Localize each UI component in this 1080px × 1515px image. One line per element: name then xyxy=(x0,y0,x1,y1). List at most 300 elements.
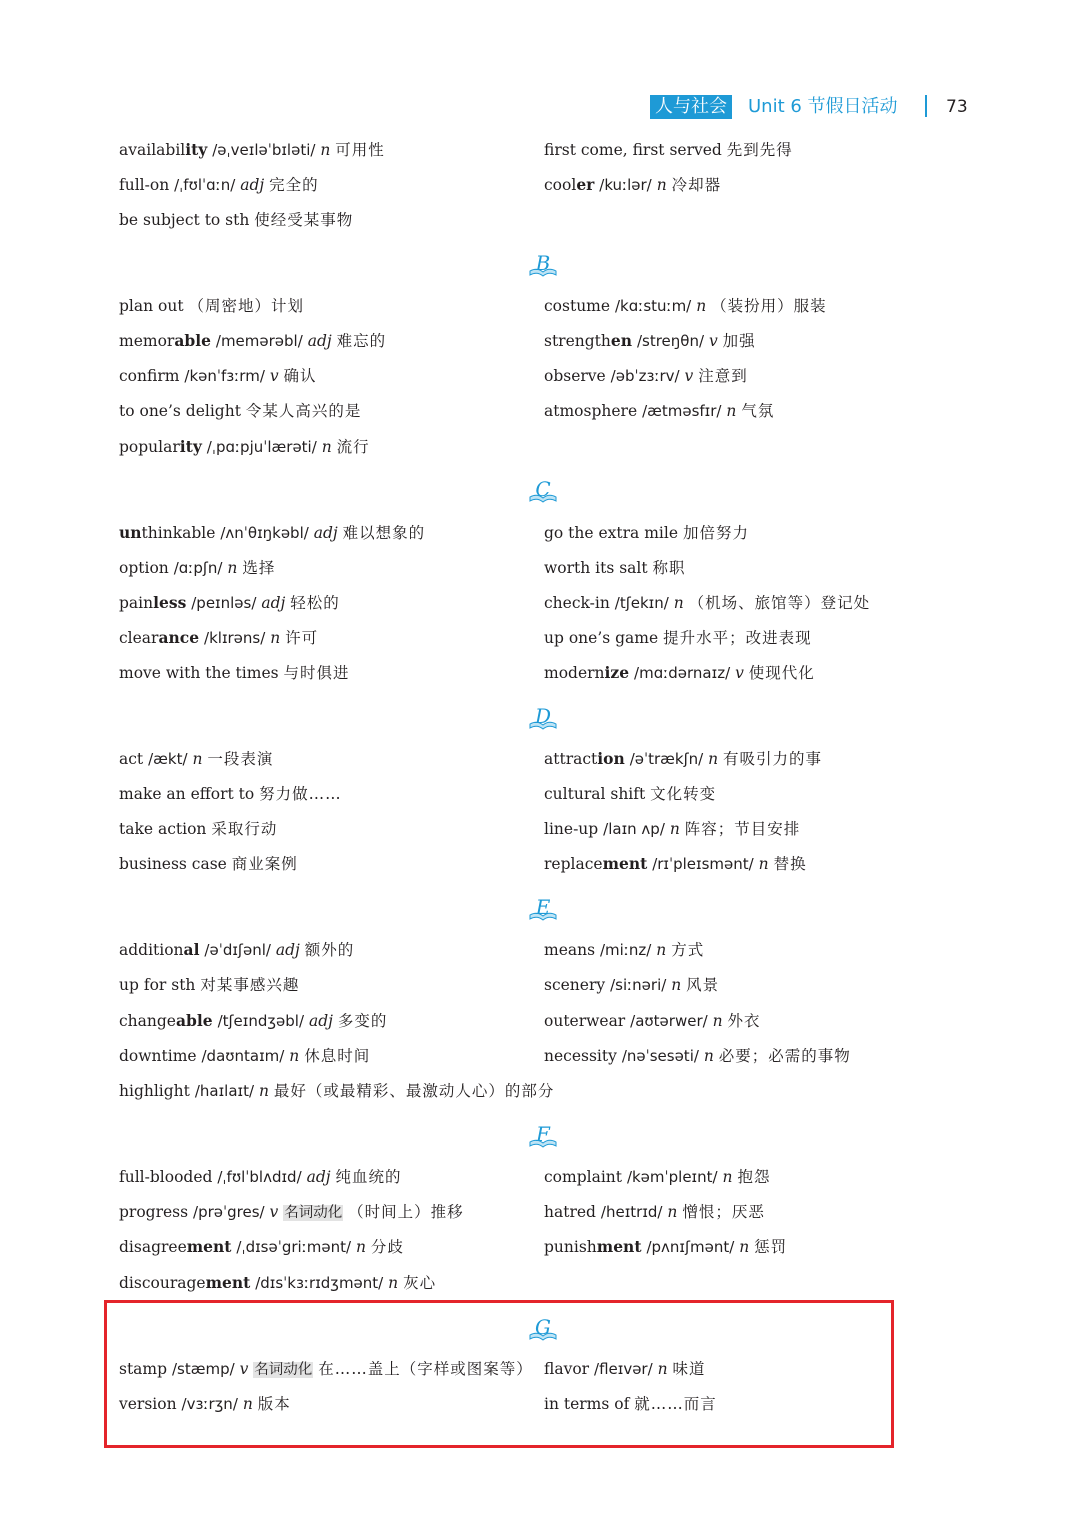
part-of-speech: adj xyxy=(307,332,332,350)
gloss: （时间上）推移 xyxy=(348,1203,464,1221)
gloss: 商业案例 xyxy=(231,855,298,873)
gloss: 方式 xyxy=(671,941,705,959)
phonetic: /kəmˈpleɪnt/ xyxy=(626,1168,718,1186)
entry-word xyxy=(119,1168,212,1186)
gloss: 努力做…… xyxy=(259,785,342,803)
entry-word xyxy=(119,141,207,159)
word-stem: full-on xyxy=(119,176,170,194)
phonetic: /rɪˈpleɪsmənt/ xyxy=(652,855,754,873)
entry-word xyxy=(119,1203,188,1221)
word-stem: to one’s delight xyxy=(119,402,241,420)
phonetic: /memərəbl/ xyxy=(215,332,303,350)
word-suffix: ion xyxy=(597,749,625,768)
part-of-speech: n xyxy=(712,1012,723,1030)
vocab-entry xyxy=(119,398,361,424)
highlight-box xyxy=(104,1300,894,1448)
vocab-entry xyxy=(119,137,385,163)
vocab-entry xyxy=(544,172,721,198)
word-stem: cool xyxy=(544,176,577,194)
entry-word xyxy=(119,941,199,959)
vocab-entry xyxy=(119,972,299,998)
section-badge-e xyxy=(528,895,558,923)
section-letter: B xyxy=(535,251,551,275)
gloss: 多变的 xyxy=(337,1012,388,1030)
word-stem: first come, first served xyxy=(544,141,722,159)
vocab-entry xyxy=(119,1234,404,1260)
vocab-entry xyxy=(544,1043,851,1069)
word-stem: availabil xyxy=(119,141,186,159)
gloss: 阵容；节目安排 xyxy=(684,820,801,838)
entry-word xyxy=(119,629,199,647)
gloss: 冷却器 xyxy=(671,176,722,194)
word-stem: highlight xyxy=(119,1082,190,1100)
word-stem: in terms of xyxy=(544,1395,630,1413)
vocab-entry xyxy=(544,1199,765,1225)
gloss: 气氛 xyxy=(741,402,775,420)
entry-word xyxy=(544,332,632,350)
entry-word xyxy=(544,1012,625,1030)
entry-word xyxy=(544,297,610,315)
word-stem: pain xyxy=(119,594,154,612)
gloss: 抱怨 xyxy=(737,1168,771,1186)
word-stem: popular xyxy=(119,438,180,456)
vocab-entry xyxy=(119,816,277,842)
part-of-speech: n xyxy=(739,1238,750,1256)
word-stem: up for sth xyxy=(119,976,196,994)
entry-word xyxy=(119,402,241,420)
entry-word xyxy=(119,211,249,229)
word-stem: addition xyxy=(119,941,184,959)
word-stem: make an effort to xyxy=(119,785,255,803)
page-header xyxy=(0,93,1080,123)
word-prefix: un xyxy=(119,523,142,542)
entry-word xyxy=(119,438,202,456)
vocab-entry xyxy=(544,328,756,354)
section-badge-b xyxy=(528,251,558,279)
word-stem: be subject to sth xyxy=(119,211,250,229)
part-of-speech: v xyxy=(684,367,694,385)
gloss: 灰心 xyxy=(403,1274,437,1292)
part-of-speech: n xyxy=(758,855,769,873)
phonetic: /streŋθn/ xyxy=(636,332,705,350)
part-of-speech: n xyxy=(270,629,281,647)
phonetic: /stæmp/ xyxy=(171,1360,235,1378)
part-of-speech: n xyxy=(708,750,719,768)
gloss: 先到先得 xyxy=(726,141,793,159)
word-suffix: ment xyxy=(205,1273,251,1292)
word-suffix: ment xyxy=(186,1237,232,1256)
phonetic: /pʌnɪʃmənt/ xyxy=(646,1238,735,1256)
word-suffix: ize xyxy=(604,663,630,682)
gloss: （装扮用）服装 xyxy=(711,297,827,315)
part-of-speech: n xyxy=(656,941,667,959)
word-stem: version xyxy=(119,1395,177,1413)
part-of-speech: n xyxy=(703,1047,714,1065)
phonetic: /əˌveɪləˈbɪləti/ xyxy=(212,141,316,159)
gloss: 休息时间 xyxy=(304,1047,371,1065)
vocab-entry xyxy=(119,1043,370,1069)
word-stem: modern xyxy=(544,664,605,682)
phonetic: /daʊntaɪm/ xyxy=(201,1047,285,1065)
section-letter: D xyxy=(534,704,552,728)
gloss: 纯血统的 xyxy=(335,1168,402,1186)
vocab-entry xyxy=(544,293,827,319)
entry-word xyxy=(544,820,598,838)
gloss: 与时俱进 xyxy=(283,664,350,682)
vocab-entry xyxy=(119,1199,464,1225)
word-stem: thinkable xyxy=(141,524,216,542)
vocab-entry xyxy=(544,937,704,963)
word-stem: replace xyxy=(544,855,603,873)
word-stem: punish xyxy=(544,1238,597,1256)
gloss: （机场、旅馆等）登记处 xyxy=(688,594,871,612)
entry-word xyxy=(119,1047,197,1065)
gloss: 许可 xyxy=(285,629,319,647)
gloss: 有吸引力的事 xyxy=(723,750,823,768)
gloss: （周密地）计划 xyxy=(188,297,305,315)
word-suffix: en xyxy=(610,331,633,350)
gloss: 替换 xyxy=(773,855,807,873)
entry-word xyxy=(119,1082,190,1100)
word-stem: act xyxy=(119,750,144,768)
gloss: 难忘的 xyxy=(336,332,387,350)
entry-word xyxy=(544,1203,596,1221)
part-of-speech: n xyxy=(320,141,331,159)
part-of-speech: n xyxy=(355,1238,366,1256)
part-of-speech: n xyxy=(321,438,332,456)
word-stem: full-blooded xyxy=(119,1168,213,1186)
entry-word xyxy=(119,976,195,994)
entry-word xyxy=(119,664,279,682)
word-stem: confirm xyxy=(119,367,180,385)
part-of-speech: n xyxy=(242,1395,253,1413)
gloss: 加倍努力 xyxy=(682,524,749,542)
vocab-entry xyxy=(119,1164,402,1190)
entry-word xyxy=(544,176,594,194)
word-stem: strength xyxy=(544,332,611,350)
gloss: 采取行动 xyxy=(211,820,278,838)
part-of-speech: n xyxy=(696,297,707,315)
part-of-speech: v xyxy=(708,332,718,350)
vocab-entry xyxy=(544,816,800,842)
vocab-entry xyxy=(119,520,425,546)
word-suffix: less xyxy=(153,593,187,612)
word-stem: worth its salt xyxy=(544,559,648,577)
entry-word xyxy=(119,559,169,577)
phonetic: /dɪsˈkɜːrɪdʒmənt/ xyxy=(255,1274,384,1292)
word-stem: discourage xyxy=(119,1274,206,1292)
gloss: 难以想象的 xyxy=(342,524,426,542)
part-of-speech: n xyxy=(667,1203,678,1221)
phonetic: /ætməsfɪr/ xyxy=(642,402,722,420)
header-divider xyxy=(925,95,927,117)
gloss: 流行 xyxy=(336,438,370,456)
gloss: 版本 xyxy=(257,1395,291,1413)
phonetic: /kɑːstuːm/ xyxy=(615,297,692,315)
gloss: 提升水平；改进表现 xyxy=(663,629,812,647)
word-suffix: ment xyxy=(596,1237,642,1256)
vocab-entry xyxy=(119,781,342,807)
entry-word xyxy=(119,524,215,542)
phonetic: /əbˈzɜːrv/ xyxy=(610,367,680,385)
part-of-speech: adj xyxy=(313,524,338,542)
part-of-speech: n xyxy=(671,976,682,994)
word-stem: scenery xyxy=(544,976,606,994)
phonetic: /kənˈfɜːrm/ xyxy=(184,367,265,385)
section-letter: E xyxy=(535,895,551,919)
word-stem: progress xyxy=(119,1203,189,1221)
gloss: 令某人高兴的是 xyxy=(245,402,362,420)
word-stem: attract xyxy=(544,750,598,768)
vocab-entry xyxy=(544,590,870,616)
part-of-speech: n xyxy=(722,1168,733,1186)
phonetic: /aʊtərwer/ xyxy=(630,1012,708,1030)
part-of-speech: n xyxy=(227,559,238,577)
section-letter: C xyxy=(535,477,551,501)
word-stem: downtime xyxy=(119,1047,197,1065)
gloss: 一段表演 xyxy=(207,750,274,768)
gloss: 注意到 xyxy=(698,367,748,385)
entry-word xyxy=(544,941,595,959)
word-stem: move with the times xyxy=(119,664,279,682)
gloss: 确认 xyxy=(283,367,317,385)
vocab-entry xyxy=(119,293,304,319)
word-stem: line-up xyxy=(544,820,599,838)
gloss: 外衣 xyxy=(727,1012,761,1030)
part-of-speech: n xyxy=(289,1047,300,1065)
nominal-verb-tag: 名词动化 xyxy=(284,1205,343,1221)
phonetic: /haɪlaɪt/ xyxy=(194,1082,255,1100)
part-of-speech: v xyxy=(269,1203,279,1221)
entry-word xyxy=(544,402,637,420)
word-stem: change xyxy=(119,1012,176,1030)
word-stem: outerwear xyxy=(544,1012,626,1030)
phonetic: /tʃekɪn/ xyxy=(614,594,669,612)
nominal-verb-tag: 名词动化 xyxy=(254,1362,313,1378)
entry-word xyxy=(544,141,722,159)
gloss: 在……盖上（字样或图案等） xyxy=(318,1360,533,1378)
vocab-entry xyxy=(544,781,716,807)
phonetic: /ˌdɪsəˈgriːmənt/ xyxy=(236,1238,352,1256)
word-stem: flavor xyxy=(544,1360,590,1378)
phonetic: /kuːlər/ xyxy=(599,176,652,194)
phonetic: /tʃeɪndʒəbl/ xyxy=(217,1012,305,1030)
word-suffix: al xyxy=(183,940,200,959)
vocab-entry xyxy=(119,207,353,233)
section-badge-d xyxy=(528,704,558,732)
phonetic: /əˈdɪʃənl/ xyxy=(204,941,271,959)
entry-word xyxy=(119,820,206,838)
gloss: 额外的 xyxy=(304,941,355,959)
part-of-speech: v xyxy=(239,1360,249,1378)
gloss: 风景 xyxy=(686,976,720,994)
gloss: 加强 xyxy=(722,332,756,350)
phonetic: /ˌpɑːpjuˈlærəti/ xyxy=(206,438,317,456)
vocab-entry xyxy=(119,1270,436,1296)
part-of-speech: adj xyxy=(240,176,265,194)
part-of-speech: adj xyxy=(261,594,286,612)
entry-word xyxy=(119,1238,231,1256)
word-stem: take action xyxy=(119,820,207,838)
entry-word xyxy=(544,1047,617,1065)
vocab-entry xyxy=(119,172,319,198)
phonetic: /klɪrəns/ xyxy=(204,629,266,647)
entry-word xyxy=(544,1168,622,1186)
page-number: 73 xyxy=(946,97,968,117)
part-of-speech: n xyxy=(656,176,667,194)
vocab-entry xyxy=(544,625,812,651)
word-stem: clear xyxy=(119,629,159,647)
vocab-entry xyxy=(544,851,807,877)
phonetic: /ʌnˈθɪŋkəbl/ xyxy=(220,524,309,542)
phonetic: /mɑːdərnaɪz/ xyxy=(634,664,731,682)
entry-word xyxy=(544,629,658,647)
vocab-entry xyxy=(544,746,822,772)
entry-word xyxy=(544,976,605,994)
entry-word xyxy=(119,855,227,873)
word-suffix: ance xyxy=(158,628,200,647)
entry-word xyxy=(119,332,211,350)
phonetic: /peɪnləs/ xyxy=(191,594,257,612)
section-letter: G xyxy=(535,1315,551,1339)
phonetic: /nəˈsesəti/ xyxy=(621,1047,699,1065)
phonetic: /prəˈgres/ xyxy=(193,1203,265,1221)
phonetic: /ˌfʊlˈɑːn/ xyxy=(174,176,236,194)
vocab-entry xyxy=(544,555,686,581)
gloss: 分歧 xyxy=(370,1238,404,1256)
word-stem: means xyxy=(544,941,596,959)
part-of-speech: n xyxy=(673,594,684,612)
entry-word xyxy=(119,297,184,315)
vocab-entry xyxy=(544,398,774,424)
part-of-speech: n xyxy=(726,402,737,420)
phonetic: /vɜːrʒn/ xyxy=(181,1395,238,1413)
word-suffix: ity xyxy=(185,140,208,159)
phonetic: /siːnəri/ xyxy=(610,976,667,994)
part-of-speech: v xyxy=(735,664,744,682)
vocab-entry xyxy=(119,434,370,460)
gloss: 轻松的 xyxy=(290,594,340,612)
word-stem: atmosphere xyxy=(544,402,638,420)
phonetic: /miːnz/ xyxy=(600,941,652,959)
word-stem: hatred xyxy=(544,1203,596,1221)
word-stem: go the extra mile xyxy=(544,524,678,542)
entry-word xyxy=(119,1012,213,1030)
entry-word xyxy=(544,785,645,803)
theme-label: 人与社会 xyxy=(650,95,732,119)
section-badge-f xyxy=(528,1122,558,1150)
part-of-speech: adj xyxy=(308,1012,333,1030)
gloss: 必要；必需的事物 xyxy=(718,1047,851,1065)
part-of-speech: n xyxy=(669,820,680,838)
vocab-entry xyxy=(544,1008,761,1034)
word-stem: disagree xyxy=(119,1238,187,1256)
word-suffix: able xyxy=(175,1011,213,1030)
vocab-entry xyxy=(544,972,719,998)
part-of-speech: n xyxy=(657,1360,668,1378)
phonetic: /ɑːpʃn/ xyxy=(173,559,223,577)
phonetic: /laɪn ʌp/ xyxy=(603,820,665,838)
word-stem: complaint xyxy=(544,1168,622,1186)
vocab-entry xyxy=(119,851,298,877)
entry-word xyxy=(119,1274,250,1292)
gloss: 完全的 xyxy=(269,176,319,194)
section-letter: F xyxy=(536,1122,550,1146)
entry-word xyxy=(544,367,606,385)
word-stem: up one’s game xyxy=(544,629,659,647)
word-stem: necessity xyxy=(544,1047,617,1065)
vocab-entry xyxy=(544,520,749,546)
gloss: 就……而言 xyxy=(634,1395,717,1413)
entry-word xyxy=(119,594,186,612)
vocab-entry xyxy=(119,746,273,772)
vocab-entry xyxy=(119,363,317,389)
gloss: 味道 xyxy=(672,1360,706,1378)
vocab-entry xyxy=(119,328,386,354)
vocab-entry xyxy=(119,937,354,963)
word-stem: costume xyxy=(544,297,611,315)
vocab-entry xyxy=(544,363,748,389)
phonetic: /ækt/ xyxy=(148,750,188,768)
vocab-entry xyxy=(119,1078,554,1104)
word-stem: plan out xyxy=(119,297,184,315)
entry-word xyxy=(544,1238,642,1256)
phonetic: /fleɪvər/ xyxy=(594,1360,653,1378)
gloss: 文化转变 xyxy=(650,785,717,803)
unit-title: Unit 6 节假日活动 xyxy=(748,96,898,117)
entry-word xyxy=(119,785,254,803)
entry-word xyxy=(544,559,648,577)
phonetic: /ˌfʊlˈblʌdɪd/ xyxy=(217,1168,302,1186)
gloss: 对某事感兴趣 xyxy=(200,976,300,994)
part-of-speech: n xyxy=(258,1082,269,1100)
vocab-entry xyxy=(544,660,815,686)
word-suffix: able xyxy=(174,331,211,350)
word-stem: check-in xyxy=(544,594,610,612)
gloss: 可用性 xyxy=(335,141,385,159)
entry-word xyxy=(544,664,629,682)
part-of-speech: adj xyxy=(275,941,300,959)
phonetic: /heɪtrɪd/ xyxy=(600,1203,663,1221)
gloss: 选择 xyxy=(242,559,276,577)
vocab-entry xyxy=(119,660,350,686)
gloss: 惩罚 xyxy=(754,1238,788,1256)
part-of-speech: v xyxy=(269,367,279,385)
word-stem: cultural shift xyxy=(544,785,646,803)
vocab-entry xyxy=(119,625,318,651)
part-of-speech: adj xyxy=(306,1168,331,1186)
vocab-entry xyxy=(119,1008,387,1034)
entry-word xyxy=(544,855,647,873)
gloss: 憎恨；厌恶 xyxy=(682,1203,765,1221)
gloss: 最好（或最精彩、最激动人心）的部分 xyxy=(273,1082,555,1100)
word-stem: business case xyxy=(119,855,227,873)
phonetic: /əˈtrækʃn/ xyxy=(629,750,704,768)
gloss: 使现代化 xyxy=(748,664,815,682)
part-of-speech: n xyxy=(192,750,203,768)
word-suffix: ity xyxy=(179,437,202,456)
vocab-entry xyxy=(544,137,793,163)
gloss: 使经受某事物 xyxy=(254,211,354,229)
word-stem: option xyxy=(119,559,169,577)
word-suffix: ment xyxy=(602,854,648,873)
vocab-entry xyxy=(119,555,275,581)
vocab-entry xyxy=(544,1164,770,1190)
entry-word xyxy=(119,176,169,194)
entry-word xyxy=(544,750,625,768)
part-of-speech: n xyxy=(388,1274,399,1292)
word-stem: memor xyxy=(119,332,175,350)
